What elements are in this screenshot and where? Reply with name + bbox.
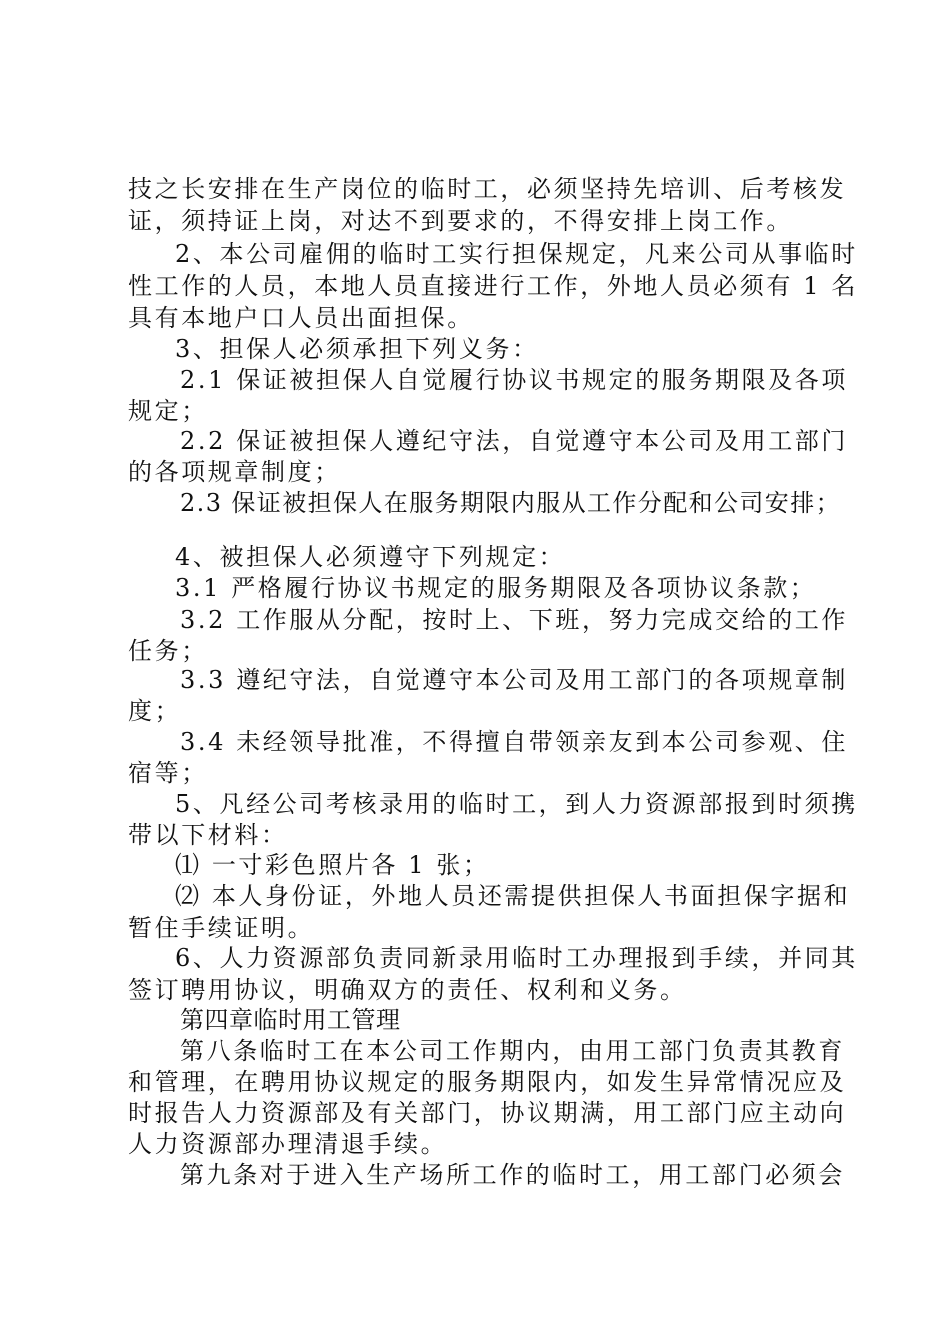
text-line: 第九条对于进入生产场所工作的临时工，用工部门必须会: [180, 1161, 845, 1189]
text-line: 6、人力资源部负责同新录用临时工办理报到手续，并同其: [175, 944, 858, 972]
text-line: 5、凡经公司考核录用的临时工，到人力资源部报到时须携: [175, 790, 858, 818]
text-line: 3.4 未经领导批准，不得擅自带领亲友到本公司参观、住: [180, 728, 848, 756]
text-line: 证，须持证上岗，对达不到要求的，不得安排上岗工作。: [128, 207, 793, 235]
text-line: 度；: [128, 697, 182, 725]
text-line: 带以下材料：: [128, 821, 288, 849]
text-line: 暂住手续证明。: [128, 914, 315, 942]
text-line: 2.3 保证被担保人在服务期限内服从工作分配和公司安排；: [180, 489, 841, 517]
text-line: 时报告人力资源部及有关部门，协议期满，用工部门应主动向: [128, 1099, 847, 1127]
chapter-heading: 第四章临时用工管理: [180, 1006, 401, 1034]
text-line: 3.3 遵纪守法，自觉遵守本公司及用工部门的各项规章制: [180, 666, 848, 694]
text-line: 2.2 保证被担保人遵纪守法，自觉遵守本公司及用工部门: [180, 427, 848, 455]
text-line: 具有本地户口人员出面担保。: [128, 304, 474, 332]
text-line: 人力资源部办理清退手续。: [128, 1130, 448, 1158]
text-line: 和管理，在聘用协议规定的服务期限内，如发生异常情况应及: [128, 1068, 847, 1096]
text-line: ⑴ 一寸彩色照片各 1 张；: [175, 851, 490, 879]
text-line: 2.1 保证被担保人自觉履行协议书规定的服务期限及各项: [180, 366, 848, 394]
text-line: 任务；: [128, 637, 208, 665]
text-line: 第八条临时工在本公司工作期内，由用工部门负责其教育: [180, 1037, 845, 1065]
text-line: 3.1 严格履行协议书规定的服务期限及各项协议条款；: [175, 574, 817, 602]
text-line: 的各项规章制度；: [128, 458, 341, 486]
text-line: 规定；: [128, 397, 208, 425]
text-line: 4、被担保人必须遵守下列规定：: [175, 543, 566, 571]
text-line: 宿等；: [128, 759, 208, 787]
text-line: 签订聘用协议，明确双方的责任、权利和义务。: [128, 976, 687, 1004]
text-line: 技之长安排在生产岗位的临时工，必须坚持先培训、后考核发: [128, 175, 847, 203]
text-line: ⑵ 本人身份证，外地人员还需提供担保人书面担保字据和: [175, 882, 851, 910]
text-line: 3.2 工作服从分配，按时上、下班，努力完成交给的工作: [180, 606, 848, 634]
text-line: 性工作的人员，本地人员直接进行工作，外地人员必须有 1 名: [128, 272, 858, 300]
text-line: 2、本公司雇佣的临时工实行担保规定，凡来公司从事临时: [175, 240, 858, 268]
text-line: 3、担保人必须承担下列义务：: [175, 335, 539, 363]
